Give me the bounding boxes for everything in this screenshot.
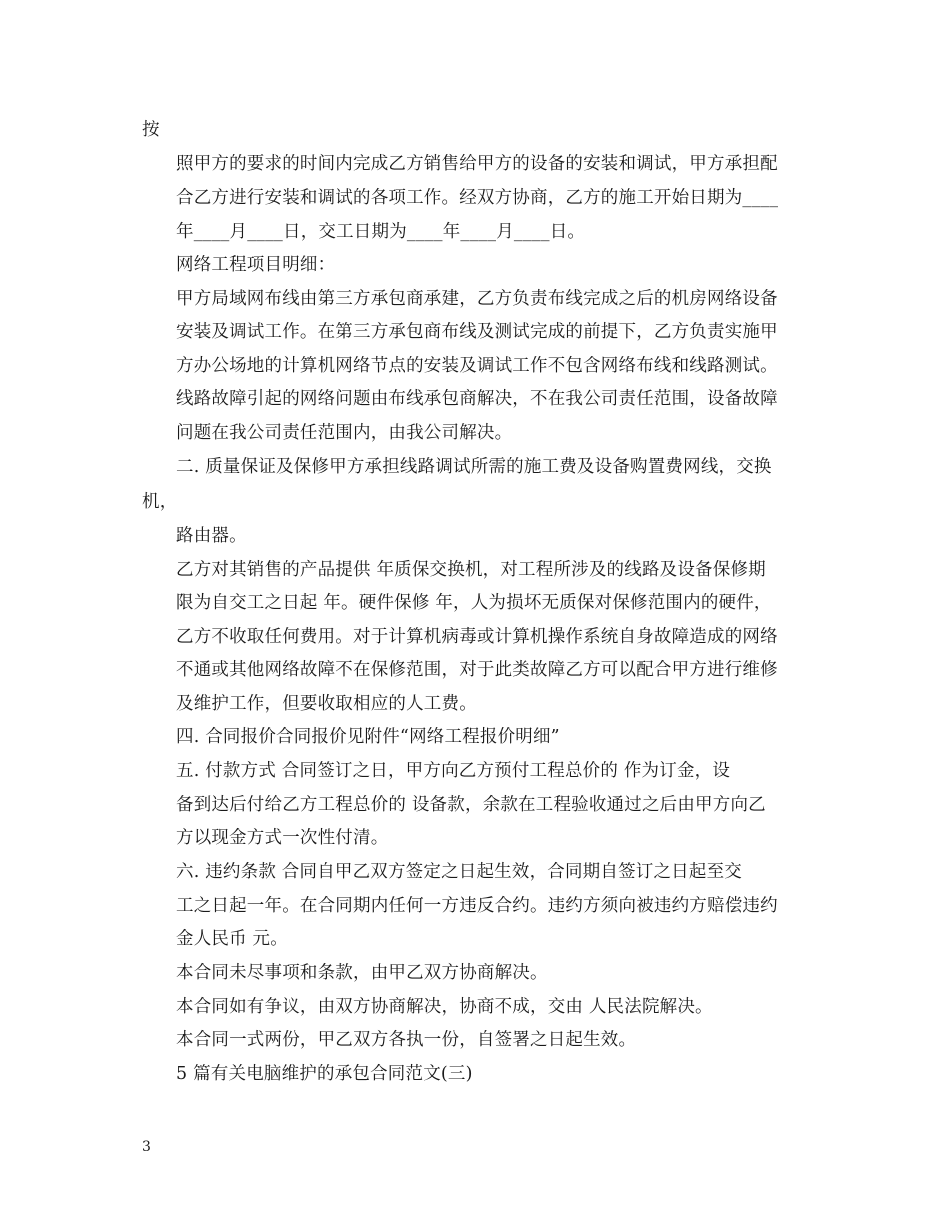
text-line: 限为自交工之日起 年。硬件保修 年，人为损坏无质保对保修范围内的硬件， [176,593,772,613]
text-line: 金人民币 元。 [176,929,288,949]
text-line: 照甲方的要求的时间内完成乙方销售给甲方的设备的安装和调试，甲方承担配 [176,154,778,174]
text-line: 甲方局域网布线由第三方承包商承建，乙方负责布线完成之后的机房网络设备 [176,289,778,309]
text-line: 本合同如有争议，由双方协商解决，协商不成，交由 人民法院解决。 [176,997,713,1017]
text-line: 合乙方进行安装和调试的各项工作。经双方协商，乙方的施工开始日期为____ [176,188,779,208]
text-line: 按 [142,120,160,140]
section-title: 5 篇有关电脑维护的承包合同范文(三) [176,1064,473,1084]
text-line: 年____月____日，交工日期为____年____月____日。 [176,222,586,242]
section-heading: 二. 质量保证及保修甲方承担线路调试所需的施工费及设备购置费网线，交换 [176,457,772,477]
text-line: 本合同一式两份，甲乙双方各执一份，自签署之日起生效。 [176,1030,637,1050]
text-line: 问题在我公司责任范围内，由我公司解决。 [176,423,513,443]
section-heading: 五. 付款方式 合同签订之日，甲方向乙方预付工程总价的 作为订金，设 [176,761,731,781]
text-line: 方办公场地的计算机网络节点的安装及调试工作不包含网络布线和线路测试。 [176,356,778,376]
section-heading: 网络工程项目明细： [176,255,336,275]
text-line: 不通或其他网络故障不在保修范围，对于此类故障乙方可以配合甲方进行维修 [176,660,778,680]
text-line: 路由器。 [176,526,247,546]
text-line: 及维护工作，但要收取相应的人工费。 [176,694,477,714]
text-line: 本合同未尽事项和条款，由甲乙双方协商解决。 [176,963,548,983]
text-line: 方以现金方式一次性付清。 [176,828,389,848]
section-heading: 六. 违约条款 合同自甲乙双方签定之日起生效，合同期自签订之日起至交 [176,862,742,882]
text-line: 线路故障引起的网络问题由布线承包商解决，不在我公司责任范围，设备故障 [176,389,778,409]
text-line: 机， [142,492,178,512]
text-line: 安装及调试工作。在第三方承包商布线及测试完成的前提下，乙方负责实施甲 [176,322,778,342]
text-line: 乙方不收取任何费用。对于计算机病毒或计算机操作系统自身故障造成的网络 [176,627,778,647]
text-line: 工之日起一年。在合同期内任何一方违反合约。违约方须向被违约方赔偿违约 [176,896,778,916]
text-line: 乙方对其销售的产品提供 年质保交换机，对工程所涉及的线路及设备保修期 [176,560,766,580]
page-number: 3 [142,1139,151,1155]
text-line: 备到达后付给乙方工程总价的 设备款，余款在工程验收通过之后由甲方向乙 [176,795,766,815]
section-heading: 四. 合同报价合同报价见附件“网络工程报价明细” [176,727,560,747]
